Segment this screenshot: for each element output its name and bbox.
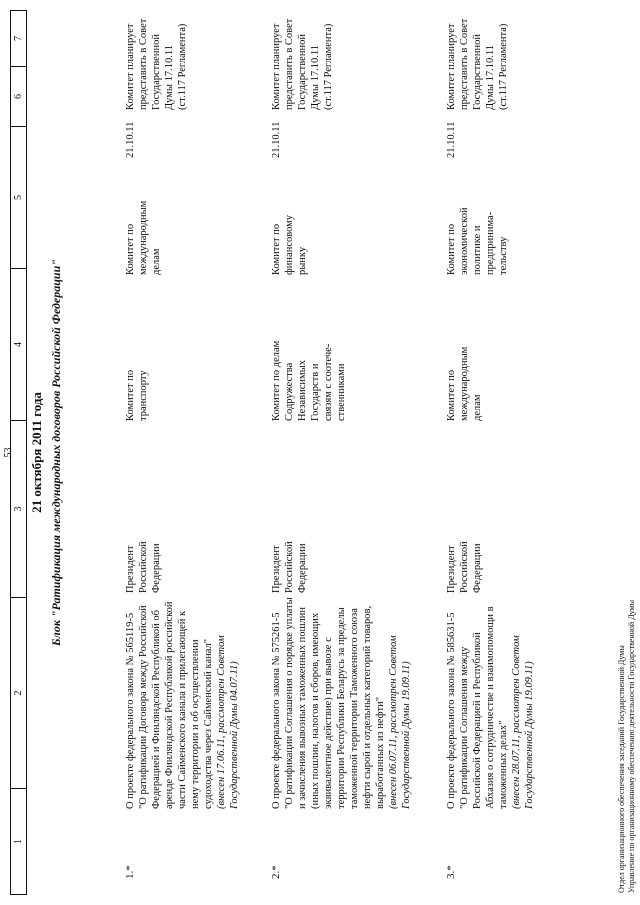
header-col-7: 7: [13, 36, 24, 41]
description-line: эквивалентное действие) при вывозе с: [323, 637, 334, 809]
description-line: таможенных делах": [498, 720, 509, 809]
initiator-line: Президент: [446, 545, 457, 593]
row-committee-col5: [124, 201, 163, 275]
committee-line: предпринима-: [485, 211, 496, 275]
row-remark: [124, 19, 189, 110]
description-line: нефти сырой и отдельных категорий товаров,: [362, 605, 373, 809]
description-line: судоходства через Сайменский канал": [203, 638, 214, 809]
table-header-grid: [10, 10, 27, 895]
row-initiator: [270, 541, 309, 593]
description-note: (внесен 17.06.11, рассмотрен Советом: [216, 635, 227, 809]
committee-line: Комитет по: [446, 223, 457, 275]
row-number: 2.*: [270, 865, 282, 879]
remark-line: Государственной: [472, 34, 483, 110]
committee-line: Комитет по делам: [271, 340, 282, 421]
row-committee-col5: [270, 215, 309, 275]
description-line: О проекте федерального закона № 585631-5: [446, 612, 457, 809]
remark-line: Думы 17.10.11: [310, 45, 321, 110]
remark-line: представить в Совет: [138, 18, 149, 110]
committee-line: финансовому: [284, 214, 295, 275]
row-description: [270, 597, 413, 809]
committee-line: Государств и: [310, 363, 321, 421]
description-line: Российской Федерацией и Республикой: [472, 632, 483, 809]
page-number: 53: [3, 447, 14, 458]
row-committee-col4: [270, 341, 348, 421]
row-initiator: [445, 541, 484, 593]
row-description: [124, 601, 241, 809]
initiator-line: Федерации: [472, 543, 483, 593]
committee-line: тельству: [498, 236, 509, 275]
remark-line: Думы 17.10.11: [485, 45, 496, 110]
committee-line: транспорту: [138, 370, 149, 421]
row-initiator: [124, 541, 163, 593]
committee-line: Независимых: [297, 360, 308, 421]
description-line: аренде Финляндской Республикой российской: [164, 601, 175, 809]
row-date: 21.10.11: [446, 121, 457, 158]
header-col-2: 2: [11, 597, 26, 788]
remark-line: представить в Совет: [284, 18, 295, 110]
description-line: "О ратификации Соглашения между: [459, 646, 470, 809]
description-line: (иных пошлин, налогов и сборов, имеющих: [310, 612, 321, 809]
description-line: Абхазия о сотрудничестве и взаимопомощи в: [485, 606, 496, 809]
row-committee-col4: [445, 347, 484, 421]
footer-department: Отдел организационного обеспечения заседаний Государственной Думы: [617, 645, 626, 893]
description-note: Государственной Думы 04.07.11): [229, 661, 240, 809]
initiator-line: Российской: [459, 541, 470, 593]
description-line: таможенной территории Таможенного союза: [349, 608, 360, 809]
description-line: О проекте федерального закона № 575261-5: [271, 612, 282, 809]
header-col-6: 6: [11, 66, 26, 126]
remark-line: Комитет планирует: [271, 23, 282, 110]
row-remark: [270, 19, 335, 110]
header-col-3: 3: [11, 420, 26, 597]
row-number: 3.*: [445, 865, 457, 879]
row-date: 21.10.11: [271, 121, 282, 158]
initiator-line: Федерации: [297, 543, 308, 593]
header-col-5: 5: [11, 126, 26, 268]
row-committee-col5: [445, 207, 510, 275]
description-note: (внесен 28.07.11, рассмотрен Советом: [511, 635, 522, 809]
committee-line: Комитет по: [446, 369, 457, 421]
committee-line: рынку: [297, 246, 308, 275]
description-note: (внесен 06.07.11, рассмотрен Советом: [388, 635, 399, 809]
row-number: 1.*: [124, 865, 136, 879]
description-line: "О ратификации Договора между Российской: [138, 605, 149, 809]
row-committee-col4: [124, 370, 150, 421]
remark-line: (ст.117 Регламента): [177, 23, 188, 110]
row-remark: [445, 19, 510, 110]
initiator-line: Российской: [138, 541, 149, 593]
committee-line: Комитет по: [125, 369, 136, 421]
committee-line: экономической: [459, 207, 470, 275]
block-heading: Блок "Ратификация международных договоров Российской Федерации": [49, 259, 63, 646]
row-date: 21.10.11: [125, 121, 136, 158]
committee-line: Содружества: [284, 362, 295, 421]
remark-line: Комитет планирует: [125, 23, 136, 110]
committee-line: связям с соотече-: [323, 343, 334, 421]
description-line: части Сайменского канала и прилегающей к: [177, 610, 188, 809]
remark-line: Государственной: [297, 34, 308, 110]
remark-line: Комитет планирует: [446, 23, 457, 110]
description-line: нему территории и об осуществлении: [190, 639, 201, 809]
description-note: Государственной Думы 19.09.11): [524, 661, 535, 809]
remark-line: представить в Совет: [459, 18, 470, 110]
header-col-4: 4: [11, 268, 26, 420]
committee-line: международным: [138, 200, 149, 275]
initiator-line: Президент: [125, 545, 136, 593]
description-line: "О ратификации Соглашения о порядке уплаты: [284, 597, 295, 809]
row-description: [445, 606, 536, 809]
description-line: и зачисления вывозных таможенных пошлин: [297, 606, 308, 809]
committee-line: Комитет по: [125, 223, 136, 275]
remark-line: Государственной: [151, 34, 162, 110]
header-col-1: 1: [11, 788, 26, 894]
initiator-line: Президент: [271, 545, 282, 593]
committee-line: делам: [472, 394, 483, 421]
committee-line: политике и: [472, 225, 483, 275]
description-line: Федерацией и Финляндской Республикой об: [151, 609, 162, 809]
remark-line: (ст.117 Регламента): [323, 23, 334, 110]
remark-line: Думы 17.10.11: [164, 45, 175, 110]
description-line: О проекте федерального закона № 565119-5: [125, 612, 136, 809]
committee-line: международным: [459, 346, 470, 421]
description-note: Государственной Думы 19.09.11): [401, 661, 412, 809]
date-heading: 21 октября 2011 года: [29, 392, 44, 513]
committee-line: Комитет по: [271, 223, 282, 275]
initiator-line: Федерации: [151, 543, 162, 593]
committee-line: ственниками: [336, 363, 347, 421]
committee-line: делам: [151, 248, 162, 275]
remark-line: (ст.117 Регламента): [498, 23, 509, 110]
initiator-line: Российской: [284, 541, 295, 593]
description-line: выработанных из нефти": [375, 696, 386, 809]
footer-directorate: Управление по организационному обеспечению деятельности Государственной Думы: [627, 600, 636, 893]
description-line: территории Республики Беларусь за пределы: [336, 607, 347, 809]
